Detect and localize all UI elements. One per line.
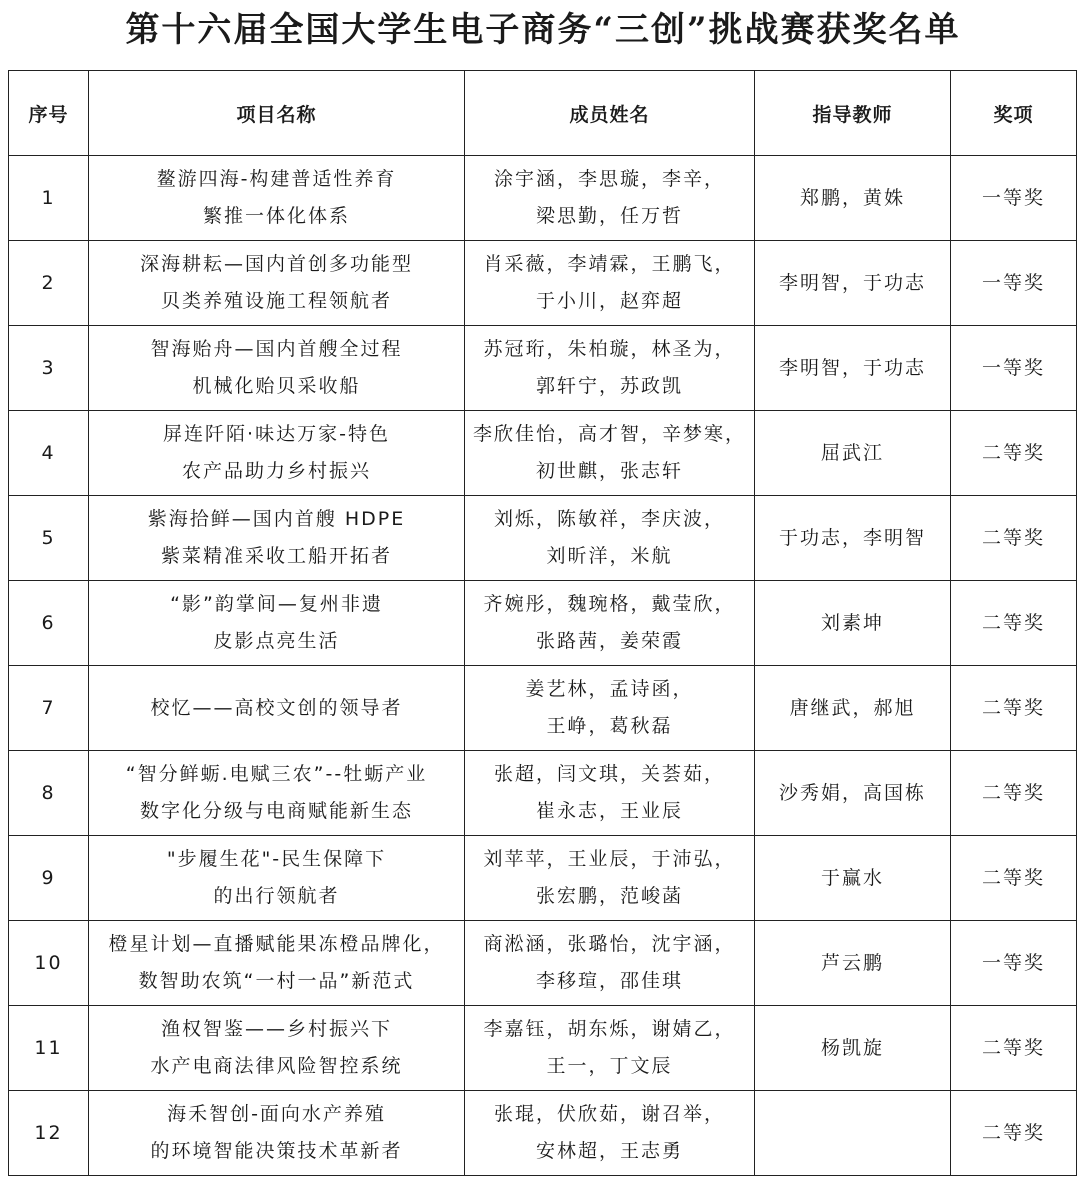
members-cell-line: 崔永志，王业辰 [535,800,683,822]
project-cell-line: 橙星计划—直播赋能果冻橙品牌化， [108,933,445,955]
advisor-cell: 杨凯旋 [755,1006,951,1091]
header-seq: 序号 [9,71,89,156]
members-cell-line: 张超，闫文琪，关荟茹， [493,763,725,785]
project-cell-line: 数字化分级与电商赋能新生态 [139,800,413,822]
members-cell-line: 李嘉钰，胡东烁，谢婧乙， [483,1018,736,1040]
project-cell-line: 皮影点亮生活 [213,630,340,652]
members-cell-line: 姜艺林，孟诗函， [525,678,694,700]
members-cell [465,156,755,241]
members-cell-line: 梁思勤，任万哲 [535,205,683,227]
project-cell-line: 贝类养殖设施工程领航者 [160,290,392,312]
award-cell: 二等奖 [951,1006,1077,1091]
table-row [9,156,1077,241]
table-row [9,1091,1077,1176]
table-row [9,751,1077,836]
seq-cell: 7 [9,666,89,751]
members-cell-line: 初世麒，张志轩 [535,460,683,482]
table-body [9,156,1077,1176]
members-cell-line: 于小川，赵弈超 [535,290,683,312]
award-cell: 二等奖 [951,496,1077,581]
project-cell [89,581,465,666]
members-cell-line: 刘烁，陈敏祥，李庆波， [493,508,725,530]
project-cell-line: “影”韵掌间—复州非遗 [170,593,383,615]
seq-cell: 11 [9,1006,89,1091]
project-cell [89,411,465,496]
project-cell-line: “智分鲜蛎.电赋三农”--牡蛎产业 [125,763,428,785]
seq-cell: 8 [9,751,89,836]
project-cell-line: 屏连阡陌·味达万家-特色 [163,423,390,445]
members-cell [465,1006,755,1091]
members-cell-line: 王一，丁文辰 [546,1055,673,1077]
members-cell-line: 郭轩宁，苏政凯 [535,375,683,397]
seq-cell: 10 [9,921,89,1006]
project-cell [89,241,465,326]
members-cell-line: 张宏鹏，范峻菡 [535,885,683,907]
award-cell: 一等奖 [951,326,1077,411]
table-row [9,921,1077,1006]
members-cell [465,921,755,1006]
project-cell [89,1091,465,1176]
project-cell-line: 海禾智创-面向水产养殖 [167,1103,386,1125]
members-cell-line: 涂宇涵，李思璇，李辛， [493,168,725,190]
award-cell: 二等奖 [951,666,1077,751]
advisor-cell: 于功志，李明智 [755,496,951,581]
seq-cell: 6 [9,581,89,666]
seq-cell: 12 [9,1091,89,1176]
seq-cell: 5 [9,496,89,581]
table-row [9,241,1077,326]
award-cell: 二等奖 [951,411,1077,496]
members-cell-line: 王峥，葛秋磊 [546,715,673,737]
members-cell-line: 安林超，王志勇 [535,1140,683,1162]
seq-cell: 1 [9,156,89,241]
project-cell-line: 紫菜精准采收工船开拓者 [160,545,392,567]
advisor-cell: 李明智，于功志 [755,241,951,326]
members-cell-line: 苏冠珩，朱柏璇，林圣为， [483,338,736,360]
project-cell-line: 鳌游四海-构建普适性养育 [156,168,397,190]
advisor-cell: 芦云鹏 [755,921,951,1006]
table-row [9,666,1077,751]
project-cell-line: 紫海拾鲜—国内首艘 HDPE [147,508,406,530]
members-cell-line: 齐婉彤，魏琬格，戴莹欣， [483,593,736,615]
members-cell [465,836,755,921]
project-cell [89,496,465,581]
table-row [9,836,1077,921]
members-cell [465,751,755,836]
award-cell: 一等奖 [951,156,1077,241]
project-cell-line: "步履生花"-民生保障下 [166,848,387,870]
project-cell [89,326,465,411]
table-header-row [9,71,1077,156]
project-cell-line: 的环境智能决策技术革新者 [150,1140,403,1162]
members-cell-line: 李欣佳怡，高才智，辛梦寒， [472,423,746,445]
project-cell-line: 数智助农筑“一村一品”新范式 [138,970,415,992]
advisor-cell: 李明智，于功志 [755,326,951,411]
award-cell: 一等奖 [951,241,1077,326]
project-cell-line: 深海耕耘—国内首创多功能型 [139,253,413,275]
seq-cell: 2 [9,241,89,326]
members-cell-line: 刘苹苹，王业辰，于沛弘， [483,848,736,870]
project-cell-line: 水产电商法律风险智控系统 [150,1055,403,1077]
header-members: 成员姓名 [465,71,755,156]
advisor-cell [755,1091,951,1176]
project-cell-line: 智海贻舟—国内首艘全过程 [150,338,403,360]
members-cell [465,496,755,581]
table-row [9,411,1077,496]
project-cell [89,921,465,1006]
table-row [9,326,1077,411]
project-cell-line: 校忆——高校文创的领导者 [150,696,403,719]
members-cell [465,411,755,496]
award-cell: 一等奖 [951,921,1077,1006]
advisor-cell: 屈武江 [755,411,951,496]
project-cell [89,751,465,836]
advisor-cell: 沙秀娟，高国栋 [755,751,951,836]
table-row [9,1006,1077,1091]
project-cell [89,666,465,751]
advisor-cell: 唐继武，郝旭 [755,666,951,751]
members-cell-line: 张路茜，姜荣霞 [535,630,683,652]
advisor-cell: 刘素坤 [755,581,951,666]
awards-table [8,70,1077,1176]
award-cell: 二等奖 [951,836,1077,921]
members-cell [465,1091,755,1176]
project-cell-line: 机械化贻贝采收船 [192,375,361,397]
award-cell: 二等奖 [951,581,1077,666]
project-cell [89,836,465,921]
advisor-cell: 于赢水 [755,836,951,921]
award-cell: 二等奖 [951,1091,1077,1176]
project-cell-line: 渔权智鉴——乡村振兴下 [160,1018,392,1040]
members-cell-line: 李移瑄，邵佳琪 [535,970,683,992]
table-row [9,581,1077,666]
members-cell [465,241,755,326]
members-cell [465,326,755,411]
project-cell-line: 农产品助力乡村振兴 [181,460,371,482]
members-cell-line: 肖采薇，李靖霖，王鹏飞， [483,253,736,275]
header-advisor: 指导教师 [755,71,951,156]
members-cell-line: 刘昕洋，米航 [546,545,673,567]
project-cell-line: 的出行领航者 [213,885,340,907]
seq-cell: 4 [9,411,89,496]
seq-cell: 9 [9,836,89,921]
project-cell-line: 繁推一体化体系 [202,205,350,227]
members-cell [465,581,755,666]
award-cell: 二等奖 [951,751,1077,836]
advisor-cell: 郑鹏，黄姝 [755,156,951,241]
members-cell-line: 张琨，伏欣茹，谢召举， [493,1103,725,1125]
table-row [9,496,1077,581]
project-cell [89,1006,465,1091]
members-cell-line: 商淞涵，张璐怡，沈宇涵， [483,933,736,955]
header-project: 项目名称 [89,71,465,156]
page-title: 第十六届全国大学生电子商务“三创”挑战赛获奖名单 [125,10,961,50]
header-award: 奖项 [951,71,1077,156]
seq-cell: 3 [9,326,89,411]
members-cell [465,666,755,751]
project-cell [89,156,465,241]
